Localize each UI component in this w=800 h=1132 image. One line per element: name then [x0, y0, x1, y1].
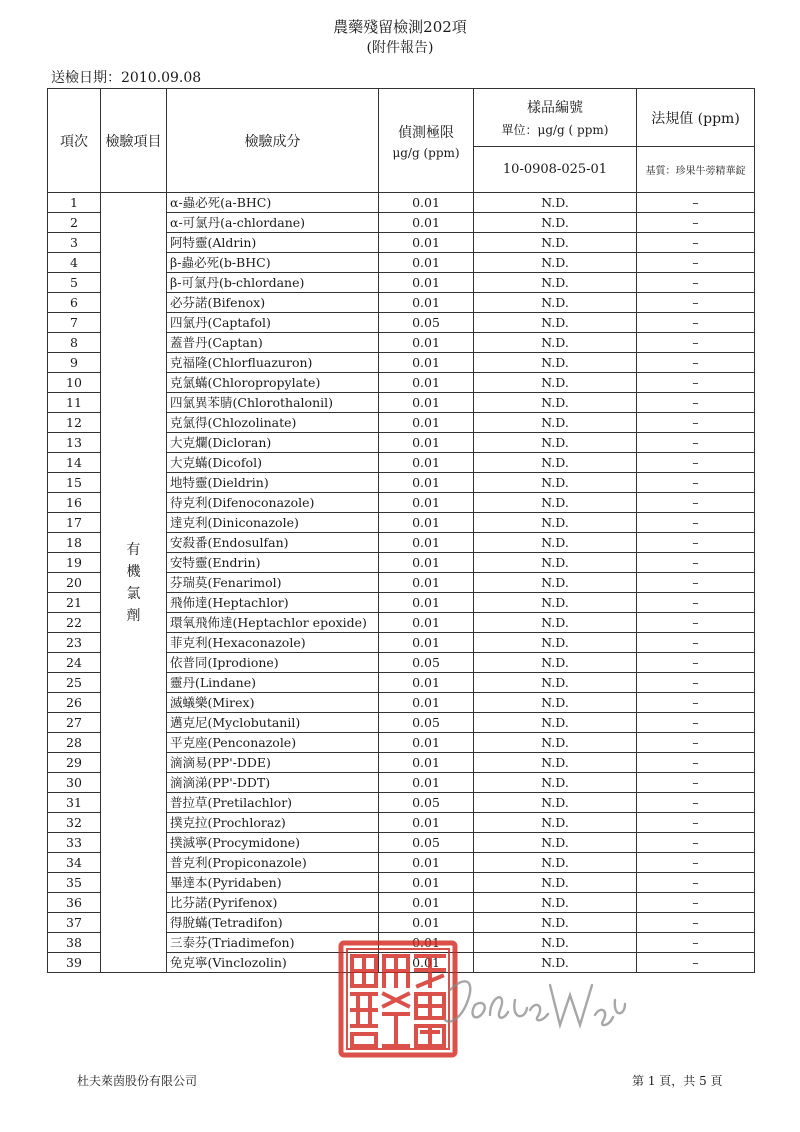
component-name: 克福隆(Chlorfluazuron) [167, 353, 379, 373]
sample-result: N.D. [474, 933, 637, 953]
sample-result: N.D. [474, 333, 637, 353]
detection-limit: 0.01 [379, 673, 474, 693]
sample-result: N.D. [474, 753, 637, 773]
sample-result: N.D. [474, 393, 637, 413]
regulation-value: – [637, 713, 755, 733]
regulation-value: – [637, 233, 755, 253]
component-name: 蓋普丹(Captan) [167, 333, 379, 353]
sample-result: N.D. [474, 213, 637, 233]
row-number: 20 [48, 573, 101, 593]
detection-limit: 0.05 [379, 713, 474, 733]
sample-result: N.D. [474, 253, 637, 273]
row-number: 25 [48, 673, 101, 693]
row-number: 35 [48, 873, 101, 893]
footer-page-number: 第 1 頁，共 5 頁 [632, 1074, 723, 1088]
sample-result: N.D. [474, 913, 637, 933]
component-name: 普拉草(Pretilachlor) [167, 793, 379, 813]
detection-limit: 0.01 [379, 733, 474, 753]
row-number: 10 [48, 373, 101, 393]
regulation-value: – [637, 373, 755, 393]
header-sample-unit: 單位：μg/g ( ppm) [501, 123, 609, 137]
component-name: 滴滴涕(PP'-DDT) [167, 773, 379, 793]
row-number: 34 [48, 853, 101, 873]
regulation-value: – [637, 913, 755, 933]
sample-result: N.D. [474, 373, 637, 393]
row-number: 2 [48, 213, 101, 233]
test-category-cell [101, 193, 167, 973]
detection-limit: 0.01 [379, 213, 474, 233]
component-name: β-蟲必死(b-BHC) [167, 253, 379, 273]
component-name: 靈丹(Lindane) [167, 673, 379, 693]
row-number: 29 [48, 753, 101, 773]
detection-limit: 0.01 [379, 333, 474, 353]
header-regulation: 法規值 (ppm) [637, 89, 755, 147]
component-name: β-可氯丹(b-chlordane) [167, 273, 379, 293]
component-name: 大克爛(Dicloran) [167, 433, 379, 453]
regulation-value: – [637, 893, 755, 913]
sample-result: N.D. [474, 673, 637, 693]
detection-limit: 0.01 [379, 953, 474, 973]
sample-result: N.D. [474, 713, 637, 733]
regulation-value: – [637, 553, 755, 573]
sample-result: N.D. [474, 953, 637, 973]
row-number: 33 [48, 833, 101, 853]
component-name: 芬瑞莫(Fenarimol) [167, 573, 379, 593]
regulation-value: – [637, 193, 755, 213]
header-limit-title: 偵測極限 [398, 124, 454, 141]
regulation-value: – [637, 773, 755, 793]
row-number: 9 [48, 353, 101, 373]
row-number: 5 [48, 273, 101, 293]
sample-result: N.D. [474, 493, 637, 513]
sample-result: N.D. [474, 313, 637, 333]
detection-limit: 0.01 [379, 533, 474, 553]
row-number: 19 [48, 553, 101, 573]
component-name: 免克寧(Vinclozolin) [167, 953, 379, 973]
sample-result: N.D. [474, 633, 637, 653]
sample-result: N.D. [474, 773, 637, 793]
row-number: 28 [48, 733, 101, 753]
row-number: 14 [48, 453, 101, 473]
row-number: 11 [48, 393, 101, 413]
sample-result: N.D. [474, 693, 637, 713]
sample-result: N.D. [474, 733, 637, 753]
sample-result: N.D. [474, 893, 637, 913]
detection-limit: 0.01 [379, 513, 474, 533]
signature-mark [430, 970, 630, 1040]
detection-limit: 0.01 [379, 573, 474, 593]
detection-limit: 0.01 [379, 373, 474, 393]
regulation-value: – [637, 413, 755, 433]
sample-matrix: 基質：珍果牛蒡精華錠 [637, 147, 755, 193]
test-category-label: 有機氯劑 [126, 541, 141, 624]
sample-result: N.D. [474, 293, 637, 313]
component-name: 邁克尼(Myclobutanil) [167, 713, 379, 733]
detection-limit: 0.01 [379, 853, 474, 873]
header-no: 項次 [48, 89, 101, 193]
table-row [48, 193, 755, 213]
regulation-value: – [637, 573, 755, 593]
regulation-value: – [637, 453, 755, 473]
sample-result: N.D. [474, 653, 637, 673]
sample-result: N.D. [474, 833, 637, 853]
detection-limit: 0.01 [379, 493, 474, 513]
regulation-value: – [637, 873, 755, 893]
component-name: 菲克利(Hexaconazole) [167, 633, 379, 653]
sample-result: N.D. [474, 873, 637, 893]
sample-result: N.D. [474, 613, 637, 633]
detection-limit: 0.01 [379, 413, 474, 433]
regulation-value: – [637, 513, 755, 533]
component-name: 畢達本(Pyridaben) [167, 873, 379, 893]
detection-limit: 0.01 [379, 553, 474, 573]
row-number: 21 [48, 593, 101, 613]
regulation-value: – [637, 693, 755, 713]
detection-limit: 0.01 [379, 393, 474, 413]
sample-result: N.D. [474, 273, 637, 293]
detection-limit: 0.01 [379, 433, 474, 453]
row-number: 17 [48, 513, 101, 533]
regulation-value: – [637, 333, 755, 353]
report-title: 農藥殘留檢測202項 [333, 18, 467, 36]
detection-limit: 0.01 [379, 693, 474, 713]
component-name: 必芬諾(Bifenox) [167, 293, 379, 313]
row-number: 8 [48, 333, 101, 353]
regulation-value: – [637, 853, 755, 873]
header-limit-unit: μg/g (ppm) [392, 145, 460, 160]
component-name: 達克利(Diniconazole) [167, 513, 379, 533]
row-number: 6 [48, 293, 101, 313]
sample-result: N.D. [474, 233, 637, 253]
sample-result: N.D. [474, 853, 637, 873]
component-name: 三泰芬(Triadimefon) [167, 933, 379, 953]
row-number: 36 [48, 893, 101, 913]
row-number: 39 [48, 953, 101, 973]
sample-result: N.D. [474, 473, 637, 493]
row-number: 1 [48, 193, 101, 213]
component-name: 大克蟎(Dicofol) [167, 453, 379, 473]
sample-result: N.D. [474, 513, 637, 533]
detection-limit: 0.01 [379, 593, 474, 613]
component-name: 安殺番(Endosulfan) [167, 533, 379, 553]
row-number: 26 [48, 693, 101, 713]
regulation-value: – [637, 433, 755, 453]
detection-limit: 0.01 [379, 193, 474, 213]
row-number: 12 [48, 413, 101, 433]
regulation-value: – [637, 473, 755, 493]
row-number: 37 [48, 913, 101, 933]
detection-limit: 0.05 [379, 653, 474, 673]
detection-limit: 0.01 [379, 873, 474, 893]
regulation-value: – [637, 793, 755, 813]
component-name: 撲克拉(Prochloraz) [167, 813, 379, 833]
detection-limit: 0.01 [379, 773, 474, 793]
component-name: 克氯得(Chlozolinate) [167, 413, 379, 433]
regulation-value: – [637, 953, 755, 973]
header-component: 檢驗成分 [167, 89, 379, 193]
detection-limit: 0.05 [379, 793, 474, 813]
component-name: 地特靈(Dieldrin) [167, 473, 379, 493]
row-number: 13 [48, 433, 101, 453]
regulation-value: – [637, 593, 755, 613]
row-number: 23 [48, 633, 101, 653]
sample-result: N.D. [474, 593, 637, 613]
component-name: 得脫蟎(Tetradifon) [167, 913, 379, 933]
component-name: 環氧飛佈達(Heptachlor epoxide) [167, 613, 379, 633]
regulation-value: – [637, 833, 755, 853]
row-number: 3 [48, 233, 101, 253]
row-number: 7 [48, 313, 101, 333]
component-name: 滅蟻樂(Mirex) [167, 693, 379, 713]
regulation-value: – [637, 273, 755, 293]
regulation-value: – [637, 933, 755, 953]
component-name: 克氯蟎(Chloropropylate) [167, 373, 379, 393]
component-name: 普克利(Propiconazole) [167, 853, 379, 873]
regulation-value: – [637, 733, 755, 753]
sample-result: N.D. [474, 413, 637, 433]
detection-limit: 0.01 [379, 913, 474, 933]
regulation-value: – [637, 393, 755, 413]
regulation-value: – [637, 673, 755, 693]
regulation-value: – [637, 653, 755, 673]
component-name: 比芬諾(Pyrifenox) [167, 893, 379, 913]
component-name: α-蟲必死(a-BHC) [167, 193, 379, 213]
detection-limit: 0.01 [379, 473, 474, 493]
detection-limit: 0.01 [379, 233, 474, 253]
regulation-value: – [637, 313, 755, 333]
detection-limit: 0.01 [379, 893, 474, 913]
regulation-value: – [637, 353, 755, 373]
sample-result: N.D. [474, 453, 637, 473]
regulation-value: – [637, 493, 755, 513]
component-name: α-可氯丹(a-chlordane) [167, 213, 379, 233]
sample-result: N.D. [474, 553, 637, 573]
component-name: 四氯異苯腈(Chlorothalonil) [167, 393, 379, 413]
results-table [47, 88, 755, 973]
regulation-value: – [637, 753, 755, 773]
sample-result: N.D. [474, 533, 637, 553]
component-name: 四氯丹(Captafol) [167, 313, 379, 333]
detection-limit: 0.05 [379, 833, 474, 853]
header-sample [474, 89, 637, 147]
header-sample-title: 樣品編號 [527, 100, 583, 116]
row-number: 4 [48, 253, 101, 273]
footer-company: 杜夫萊茵股份有限公司 [77, 1074, 198, 1088]
detection-limit: 0.01 [379, 933, 474, 953]
component-name: 飛佈達(Heptachlor) [167, 593, 379, 613]
report-subtitle: (附件報告) [366, 40, 434, 56]
header-detection-limit [379, 89, 474, 193]
row-number: 16 [48, 493, 101, 513]
component-name: 平克座(Penconazole) [167, 733, 379, 753]
sample-result: N.D. [474, 573, 637, 593]
sample-result: N.D. [474, 353, 637, 373]
component-name: 撲滅寧(Procymidone) [167, 833, 379, 853]
regulation-value: – [637, 293, 755, 313]
sample-result: N.D. [474, 193, 637, 213]
regulation-value: – [637, 613, 755, 633]
row-number: 31 [48, 793, 101, 813]
row-number: 22 [48, 613, 101, 633]
detection-limit: 0.01 [379, 613, 474, 633]
row-number: 18 [48, 533, 101, 553]
detection-limit: 0.05 [379, 313, 474, 333]
row-number: 30 [48, 773, 101, 793]
sample-result: N.D. [474, 433, 637, 453]
component-name: 阿特靈(Aldrin) [167, 233, 379, 253]
detection-limit: 0.01 [379, 753, 474, 773]
detection-limit: 0.01 [379, 633, 474, 653]
component-name: 滴滴易(PP'-DDE) [167, 753, 379, 773]
row-number: 38 [48, 933, 101, 953]
regulation-value: – [637, 213, 755, 233]
detection-limit: 0.01 [379, 813, 474, 833]
regulation-value: – [637, 633, 755, 653]
detection-limit: 0.01 [379, 293, 474, 313]
row-number: 15 [48, 473, 101, 493]
regulation-value: – [637, 813, 755, 833]
sample-id: 10-0908-025-01 [474, 147, 637, 193]
component-name: 待克利(Difenoconazole) [167, 493, 379, 513]
component-name: 安特靈(Endrin) [167, 553, 379, 573]
detection-limit: 0.01 [379, 453, 474, 473]
regulation-value: – [637, 533, 755, 553]
row-number: 27 [48, 713, 101, 733]
header-test-item: 檢驗項目 [101, 89, 167, 193]
detection-limit: 0.01 [379, 253, 474, 273]
row-number: 32 [48, 813, 101, 833]
submission-date: 送檢日期：2010.09.08 [51, 70, 202, 86]
regulation-value: – [637, 253, 755, 273]
results-body [48, 193, 755, 973]
component-name: 依普同(Iprodione) [167, 653, 379, 673]
sample-result: N.D. [474, 793, 637, 813]
detection-limit: 0.01 [379, 353, 474, 373]
row-number: 24 [48, 653, 101, 673]
sample-result: N.D. [474, 813, 637, 833]
detection-limit: 0.01 [379, 273, 474, 293]
